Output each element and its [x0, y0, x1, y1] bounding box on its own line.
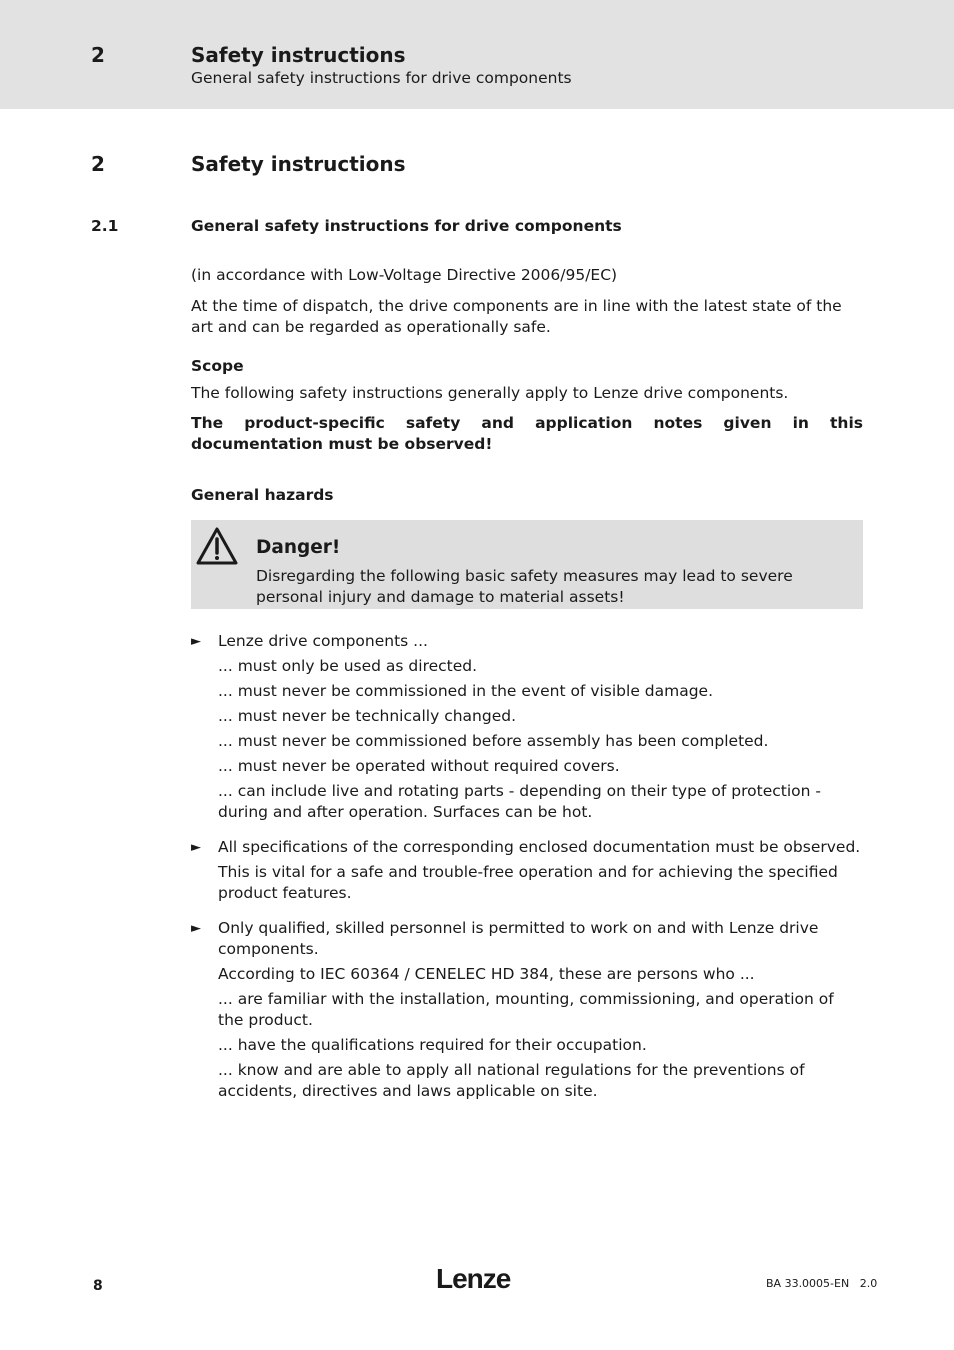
safety-bullet-list	[191, 631, 863, 1116]
header-chapter-number: 2	[91, 43, 105, 67]
bullet-line: ... must never be commissioned before assembly has been completed.	[218, 732, 769, 750]
bullet-line: All specifications of the corresponding enclosed documentation must be observed.	[218, 838, 861, 856]
section-number: 2	[91, 152, 105, 176]
bullet-line: This is vital for a safe and trouble-free operation and for achieving the specified product features.	[218, 863, 838, 902]
bullet-arrow-icon: ►	[191, 634, 201, 649]
bullet-item	[191, 918, 863, 1102]
bullet-line: ... must never be commissioned in the event of visible damage.	[218, 682, 714, 700]
page-number: 8	[93, 1278, 103, 1294]
bullet-line: ... must never be operated without required covers.	[218, 757, 620, 775]
scope-text: The following safety instructions generally apply to Lenze drive components.	[191, 384, 789, 402]
danger-notice	[191, 520, 863, 609]
directive-note: (in accordance with Low-Voltage Directive 2006/95/EC)	[191, 266, 618, 284]
warning-triangle-icon	[196, 527, 238, 565]
bullet-line: ... can include live and rotating parts - depending on their type of protection - during and after operation. Surfaces can be hot.	[218, 782, 821, 821]
doc-ref: BA 33.0005-EN	[766, 1277, 850, 1290]
subsection-number: 2.1	[91, 217, 119, 235]
scope-heading: Scope	[191, 357, 244, 375]
intro-paragraph: At the time of dispatch, the drive components are in line with the latest state of the art and can be regarded as operationally safe.	[191, 297, 842, 336]
danger-text: Disregarding the following basic safety measures may lead to severe personal injury and damage to material assets!	[256, 567, 793, 606]
bullet-item	[191, 837, 863, 904]
doc-version: 2.0	[859, 1277, 878, 1290]
bullet-line: Lenze drive components ...	[218, 632, 428, 650]
section-title: Safety instructions	[191, 152, 406, 176]
bullet-arrow-icon: ►	[191, 840, 201, 855]
header-section-subtitle: General safety instructions for drive components	[191, 69, 572, 87]
bullet-line: ... know and are able to apply all national regulations for the preventions of accidents, directives and laws applicable on site.	[218, 1061, 805, 1100]
bullet-line: ... must only be used as directed.	[218, 657, 478, 675]
header-chapter-title: Safety instructions	[191, 43, 406, 67]
lenze-logo: Lenze	[436, 1263, 511, 1294]
bullet-line: ... have the qualifications required for their occupation.	[218, 1036, 647, 1054]
page-header	[0, 0, 954, 109]
hazards-heading: General hazards	[191, 486, 334, 504]
danger-title: Danger!	[256, 537, 341, 558]
bullet-line: ... are familiar with the installation, mounting, commissioning, and operation of the product.	[218, 990, 834, 1029]
subsection-title: General safety instructions for drive components	[191, 217, 622, 235]
bullet-line: ... must never be technically changed.	[218, 707, 517, 725]
bullet-item	[191, 631, 863, 823]
document-reference	[766, 1277, 877, 1291]
bullet-arrow-icon: ►	[191, 921, 201, 936]
bullet-line: According to IEC 60364 / CENELEC HD 384, these are persons who ...	[218, 965, 755, 983]
bullet-line: Only qualified, skilled personnel is permitted to work on and with Lenze drive components.	[218, 919, 819, 958]
product-note: The product-specific safety and application notes given in this documentation must be observed!	[191, 414, 863, 453]
